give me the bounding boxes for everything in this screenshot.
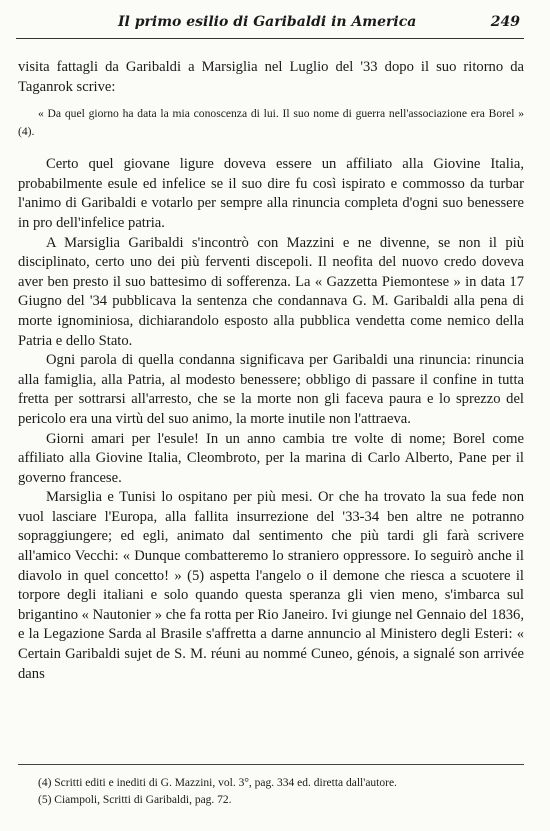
page-number: 249	[490, 14, 520, 30]
block-quote: « Da quel giorno ha data la mia conoscenza di lui. Il suo nome di guerra nell'associazione era Borel » (4).	[18, 107, 524, 139]
paragraph: A Marsiglia Garibaldi s'incontrò con Mazzini e ne divenne, se non il più disciplinato, certo uno dei più ferventi discepoli. Il neofita del nuovo credo doveva aver ben presto il suo battesimo di sofferenza. La « Gazzetta Piemontese » in data 17 Giugno del '34 pubblicava la sentenza che condannava G. M. Garibaldi alla pena di morte ignominiosa, dichiarandolo esposto alla pubblica vendetta come nemico della Patria e dello Stato.	[18, 234, 524, 349]
paragraph: Ogni parola di quella condanna significava per Garibaldi una rinuncia: rinuncia alla famiglia, alla Patria, al modesto benessere; obbligo di passare il confine in tutta fretta per sottrarsi all'arresto, che se la morte non gli faceva paura e lo sprezzo del pericolo era una virtù del suo animo, la morte inutile non l'attraeva.	[18, 352, 524, 427]
footnote: (5) Ciampoli, Scritti di Garibaldi, pag. 72.	[38, 794, 232, 806]
paragraph-continuation: visita fattagli da Garibaldi a Marsiglia nel Luglio del '33 dopo il suo ritorno da Taganrok scrive:	[18, 59, 524, 95]
paragraph: Certo quel giovane ligure doveva essere un affiliato alla Giovine Italia, probabilmente esule ed infelice se il suo dire fu così ispirato e commosso da turbar l'animo di Garibaldi e votarlo per sempre alla rinuncia completa d'ogni suo benessere in pro dell'infelice patria.	[18, 156, 524, 231]
header-rule	[16, 38, 524, 39]
paragraph: Marsiglia e Tunisi lo ospitano per più mesi. Or che ha trovato la sua fede non vuol lasciare l'Europa, alla fallita insurrezione del '33-34 ben altre ne potranno sopraggiungere; ed egli, animato dal sentimento che più tardi gli farà scrivere all'amico Vecchi: « Dunque combatteremo lo straniero oppressore. Io seguirò anche il diavolo in quel concetto! » (5) aspetta l'angelo o il demone che riesca a scuotere il torpore degli italiani e solo quando questa speranza gli vien meno, s'imbarca sul brigantino « Nautonier » che fa rotta per Rio Janeiro. Ivi giunge nel Gennaio del 1836, e la Legazione Sarda al Brasile s'affretta a darne annuncio al Ministero degli Esteri: « Certain Garibaldi sujet de S. M. réuni au nommé Cuneo, génois, a signalé son arrivée dans	[18, 489, 524, 682]
page-body	[18, 58, 524, 684]
running-title: Il primo esilio di Garibaldi in America	[118, 14, 417, 30]
footnote: (4) Scritti editi e inediti di G. Mazzini, vol. 3°, pag. 334 ed. diretta dall'autore.	[38, 777, 397, 789]
running-header	[18, 14, 520, 36]
footnotes	[18, 764, 524, 809]
paragraph: Giorni amari per l'esule! In un anno cambia tre volte di nome; Borel come affiliato alla Giovine Italia, Cleombroto, per la marina di Carlo Alberto, Pane per il governo francese.	[18, 430, 524, 486]
